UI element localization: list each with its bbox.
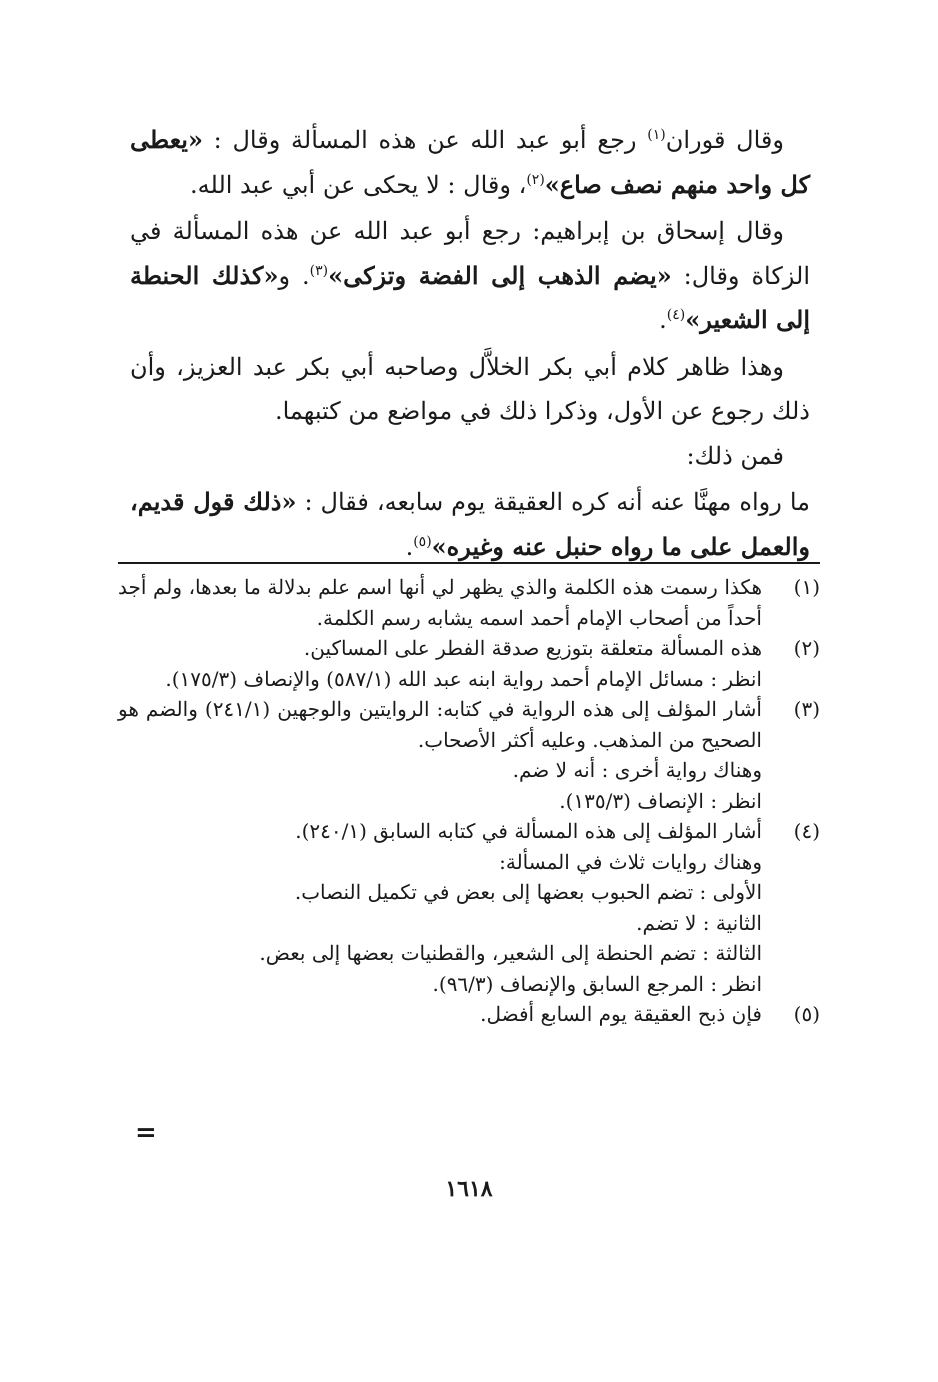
footnote-ref-3[interactable]: (٣): [309, 262, 329, 279]
main-text: [130, 118, 810, 569]
footnote-4: [118, 816, 820, 999]
footnote-2: [118, 633, 820, 694]
paragraph-2: [130, 209, 810, 343]
footnote-line: فإن ذبح العقيقة يوم السابع أفضل.: [480, 1002, 762, 1026]
footnote-number: (٢): [793, 636, 820, 660]
p1-mid: رجع أبو عبد الله عن هذه المسألة وقال :: [202, 126, 648, 154]
p2-end: .: [659, 306, 667, 334]
footnote-line: أشار المؤلف إلى هذه المسألة في كتابه السابق (٢٤٠/١).: [295, 819, 762, 843]
p4-text: فمن ذلك:: [686, 441, 784, 470]
footnote-line: الأولى : تضم الحبوب بعضها إلى بعض في تكميل النصاب.: [294, 880, 762, 904]
footnote-line: هكذا رسمت هذه الكلمة والذي يظهر لي أنها اسم علم بدلالة ما بعدها، ولم أجد أحداً من أصحاب الإمام أحمد اسمه يشابه رسم الكلمة.: [118, 575, 762, 630]
footnote-line: هذه المسألة متعلقة بتوزيع صدقة الفطر على المساكين.: [303, 636, 762, 660]
footnote-5: [118, 999, 820, 1030]
footnote-1: [118, 572, 820, 633]
footnote-line: انظر : مسائل الإمام أحمد رواية ابنه عبد الله (٥٨٧/١) والإنصاف (١٧٥/٣).: [165, 666, 762, 691]
paragraph-3: [130, 345, 810, 434]
footnote-line: الثالثة : تضم الحنطة إلى الشعير، والقطنيات بعضها إلى بعض.: [259, 941, 762, 965]
footnote-3: [118, 694, 820, 816]
footnote-body: [118, 816, 762, 999]
paragraph-4: [130, 434, 810, 479]
footnote-body: [118, 572, 762, 633]
footnote-line: انظر : الإنصاف (١٣٥/٣).: [559, 788, 762, 813]
page-number: ١٦١٨: [445, 1176, 493, 1202]
p1-quote: «يعطى كل واحد منهم نصف صاع»: [130, 125, 810, 199]
footnote-line: وهناك رواية أخرى : أنه لا ضم.: [512, 758, 762, 782]
paragraph-1: [130, 118, 810, 207]
footnote-ref-2[interactable]: (٢): [526, 171, 545, 188]
p1-intro: وقال قوران: [665, 126, 784, 154]
footnote-line: أشار المؤلف إلى هذه الرواية في كتابه: الروايتين والوجهين (٢٤١/١) والضم هو الصحيح من المذهب. وعليه أكثر الأصحاب.: [118, 697, 762, 752]
p2-quote-1: «يضم الذهب إلى الفضة وتزكى»: [328, 260, 672, 290]
footnote-ref-1[interactable]: (١): [647, 127, 666, 143]
footnote-line: الثانية : لا تضم.: [636, 910, 762, 935]
footnote-line: وهناك روايات ثلاث في المسألة:: [499, 849, 762, 874]
footnote-number: (٣): [793, 697, 820, 721]
p2-intro: وقال إسحاق بن إبراهيم: رجع أبو عبد الله عن هذه المسألة في الزكاة وقال:: [130, 217, 810, 290]
p5-quote: «ذلك قول قديم، والعمل على ما رواه حنبل عنه وغيره»: [130, 487, 810, 561]
continuation-mark: =: [135, 1118, 157, 1148]
p5-intro: ما رواه مهنَّا عنه أنه كره العقيقة يوم سابعه، فقال :: [296, 488, 810, 516]
footnote-body: [118, 999, 762, 1030]
p2-mid: . و: [278, 261, 310, 290]
footnote-separator: [118, 562, 820, 564]
footnote-number: (٥): [793, 1002, 820, 1026]
footnote-body: [118, 694, 762, 816]
paragraph-5: [130, 480, 810, 569]
p3-text: وهذا ظاهر كلام أبي بكر الخلاَّل وصاحبه أبي بكر عبد العزيز، وأن ذلك رجوع عن الأول، وذكرا ذلك في مواضع من كتبهما.: [130, 352, 810, 425]
footnote-ref-5[interactable]: (٥): [413, 533, 432, 550]
p1-end: ، وقال : لا يحكى عن أبي عبد الله.: [190, 170, 527, 199]
footnote-number: (٤): [793, 819, 820, 843]
footnotes: [118, 572, 820, 1030]
p5-end: .: [405, 532, 414, 561]
footnote-line: انظر : المرجع السابق والإنصاف (٩٦/٣).: [432, 971, 762, 996]
footnote-number: (١): [793, 575, 820, 599]
p2-quote-2: «كذلك الحنطة إلى الشعير»: [130, 260, 810, 334]
footnote-ref-4[interactable]: (٤): [666, 307, 686, 323]
footnote-body: [118, 633, 762, 694]
